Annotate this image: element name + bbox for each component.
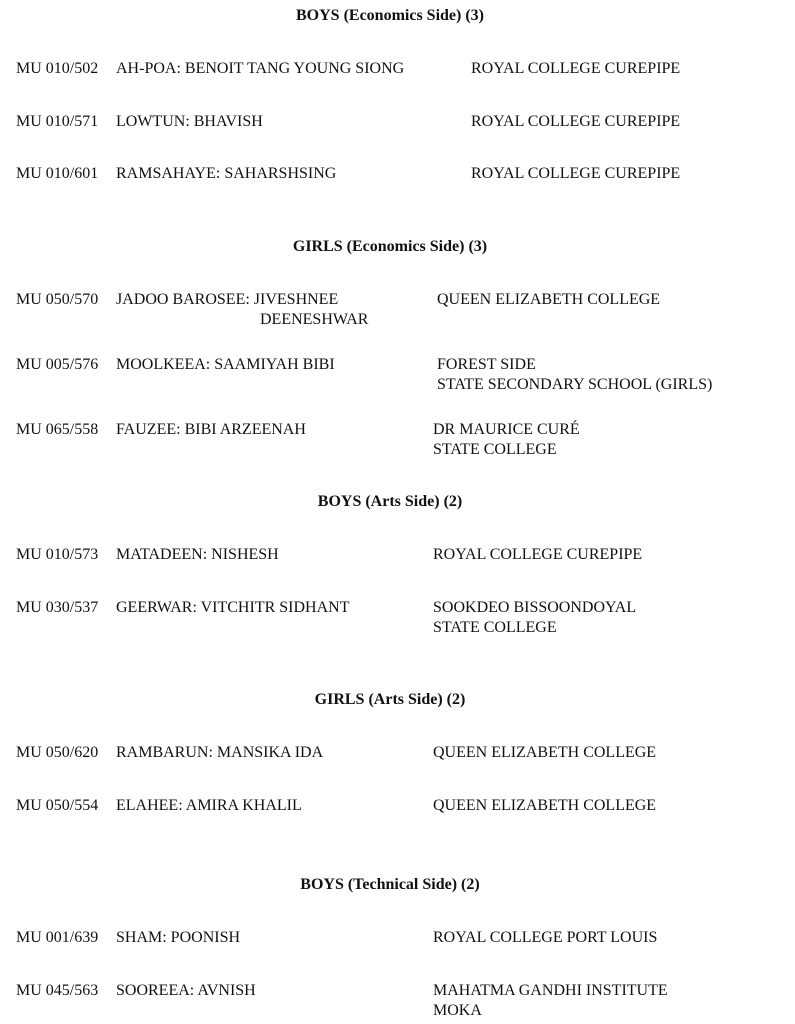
section-heading-girls-arts: GIRLS (Arts Side) (2): [314, 691, 466, 708]
candidate-name: MATADEEN: NISHESH: [116, 546, 279, 563]
candidate-name: MOOLKEEA: SAAMIYAH BIBI: [116, 356, 335, 373]
school-name: ROYAL COLLEGE CUREPIPE: [433, 546, 643, 563]
section-heading-girls-economics: GIRLS (Economics Side) (3): [292, 238, 488, 255]
school-name: SOOKDEO BISSOONDOYAL: [433, 599, 637, 616]
candidate-name: JADOO BAROSEE: JIVESHNEE: [116, 291, 339, 308]
school-name: QUEEN ELIZABETH COLLEGE: [433, 744, 657, 761]
candidate-code: MU 010/573: [16, 546, 99, 563]
school-name: DR MAURICE CURÉ: [433, 421, 580, 438]
candidate-name: AH-POA: BENOIT TANG YOUNG SIONG: [116, 60, 405, 77]
candidate-code: MU 010/502: [16, 60, 99, 77]
school-name-continued: STATE COLLEGE: [433, 441, 557, 458]
table-row: [16, 928, 786, 968]
candidate-code: MU 045/563: [16, 982, 99, 999]
candidate-code: MU 050/554: [16, 797, 99, 814]
candidate-code: MU 030/537: [16, 599, 99, 616]
school-name: QUEEN ELIZABETH COLLEGE: [433, 797, 657, 814]
candidate-code: MU 010/571: [16, 113, 99, 130]
school-name-continued: STATE COLLEGE: [433, 619, 557, 636]
school-name: MAHATMA GANDHI INSTITUTE: [433, 982, 668, 999]
section-heading-boys-technical: BOYS (Technical Side) (2): [300, 876, 480, 893]
table-row: [16, 420, 786, 460]
candidate-name: ELAHEE: AMIRA KHALIL: [116, 797, 302, 814]
school-name: ROYAL COLLEGE CUREPIPE: [471, 113, 681, 130]
table-row: [16, 796, 786, 836]
candidate-code: MU 005/576: [16, 356, 99, 373]
section-heading-boys-arts: BOYS (Arts Side) (2): [317, 493, 463, 510]
school-name: ROYAL COLLEGE PORT LOUIS: [433, 929, 658, 946]
candidate-name: RAMSAHAYE: SAHARSHSING: [116, 165, 337, 182]
table-row: [16, 164, 786, 204]
section-heading-boys-economics: BOYS (Economics Side) (3): [296, 7, 484, 24]
school-name-continued: STATE SECONDARY SCHOOL (GIRLS): [437, 376, 713, 393]
candidate-name: RAMBARUN: MANSIKA IDA: [116, 744, 324, 761]
school-name: ROYAL COLLEGE CUREPIPE: [471, 165, 681, 182]
table-row: [16, 355, 786, 395]
school-name: QUEEN ELIZABETH COLLEGE: [437, 291, 661, 308]
candidate-code: MU 010/601: [16, 165, 99, 182]
candidate-name: FAUZEE: BIBI ARZEENAH: [116, 421, 306, 438]
table-row: [16, 743, 786, 783]
table-row: [16, 290, 786, 330]
candidate-code: MU 050/570: [16, 291, 99, 308]
candidate-code: MU 065/558: [16, 421, 99, 438]
table-row: [16, 545, 786, 585]
school-name-continued: MOKA: [433, 1002, 482, 1019]
candidate-code: MU 001/639: [16, 929, 99, 946]
table-row: [16, 59, 786, 99]
candidate-name: LOWTUN: BHAVISH: [116, 113, 263, 130]
school-name: FOREST SIDE: [437, 356, 536, 373]
candidate-code: MU 050/620: [16, 744, 99, 761]
school-name: ROYAL COLLEGE CUREPIPE: [471, 60, 681, 77]
candidate-name: SHAM: POONISH: [116, 929, 241, 946]
candidate-name: SOOREEA: AVNISH: [116, 982, 256, 999]
table-row: [16, 598, 786, 638]
table-row: [16, 981, 786, 1021]
table-row: [16, 112, 786, 152]
candidate-name: GEERWAR: VITCHITR SIDHANT: [116, 599, 350, 616]
candidate-name-continued: DEENESHWAR: [260, 311, 369, 328]
